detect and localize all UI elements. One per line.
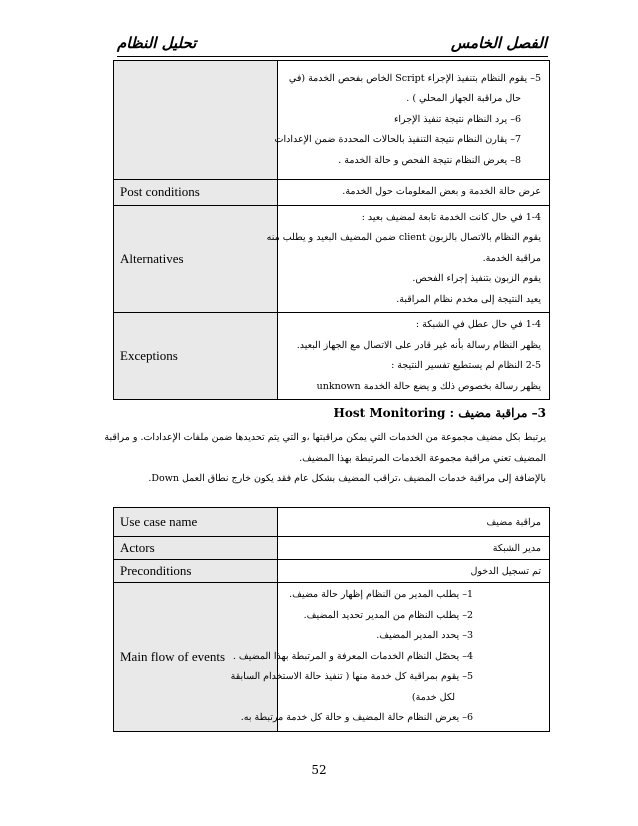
actors-value: مدير الشبكة	[278, 537, 550, 560]
table-row	[114, 560, 550, 583]
list-item: 5– يقوم النظام بتنفيذ الإجراء Script الخاص بفحص الخدمة (في	[288, 72, 541, 84]
exceptions-cell	[278, 313, 550, 400]
list-item: 1– يطلب المدير من النظام إظهار حالة مضيف.	[289, 589, 473, 600]
post-conditions-value	[278, 180, 550, 206]
list-item: يظهر النظام رسالة بأنه غير قادر على الاتصال مع الجهاز البعيد.	[296, 339, 541, 351]
list-item: 8– يعرض النظام نتيجة الفحص و حالة الخدمة .	[338, 154, 521, 166]
list-item: يقوم الزبون بتنفيذ إجراء الفحص.	[412, 273, 541, 284]
main-flow-cell	[230, 583, 550, 732]
table-row	[114, 583, 550, 732]
list-item: 5– يقوم بمراقبة كل خدمة منها ( تنفيذ حالة الاستخدام السابقة	[230, 671, 473, 682]
chapter-title: الفصل الخامس	[450, 34, 547, 52]
table-row	[114, 508, 550, 537]
list-item: لكل خدمة)	[411, 691, 455, 703]
use-case-table-continued	[113, 60, 550, 400]
header-divider	[117, 56, 548, 57]
main-flow-continued-cell	[274, 61, 550, 180]
paragraph-line: بالإضافة إلى مراقبة خدمات المضيف ،تراقب المضيف بشكل عام فقد يكون خارج نطاق العمل Down.	[148, 473, 546, 484]
page-header	[117, 34, 547, 56]
preconditions-value: تم تسجيل الدخول	[278, 560, 550, 583]
use-case-name-value: مراقبة مضيف	[278, 508, 550, 537]
list-item: يقوم النظام بالاتصال بالزبون client ضمن المضيف البعيد و يطلب منه	[266, 232, 541, 243]
section-heading: 3– مراقبة مضيف : Host Monitoring	[333, 406, 546, 420]
list-item: 3– يحدد المدير المضيف.	[376, 630, 473, 641]
table-row	[114, 537, 550, 560]
paragraph-line: المضيف تعني مراقبة مجموعة الخدمات المرتبطة بهذا المضيف.	[299, 452, 546, 464]
list-item: 4– يحصّل النظام الخدمات المعرفة و المرتبطة بهذا المضيف .	[232, 650, 473, 662]
list-item: 1-4 في حال كانت الخدمة تابعة لمضيف بعيد :	[361, 211, 541, 223]
empty-label-cell	[114, 61, 278, 180]
table-row	[114, 180, 550, 206]
actors-label: Actors	[114, 537, 278, 560]
list-item: يظهر رسالة بخصوص ذلك و يضع حالة الخدمة unknown	[316, 380, 541, 392]
list-item: حال مراقبة الجهاز المحلي ) .	[406, 93, 521, 105]
alternatives-cell	[266, 205, 550, 313]
list-item: 6– يعرض النظام حالة المضيف و حالة كل خدمة مرتبطة به.	[240, 712, 473, 723]
section-paragraph	[104, 428, 546, 490]
use-case-name-label: Use case name	[114, 508, 278, 537]
page-number: 52	[311, 763, 327, 777]
post-conditions-label: Post conditions	[114, 180, 278, 206]
exceptions-label: Exceptions	[114, 313, 278, 400]
post-conditions-text: عرض حالة الخدمة و بعض المعلومات حول الخدمة.	[342, 186, 541, 197]
list-item: يعيد النتيجة إلى مخدم نظام المراقبة.	[396, 293, 541, 305]
main-flow-label: Main flow of events	[114, 583, 278, 732]
table-row	[114, 205, 550, 313]
paragraph-line: يرتبط بكل مضيف مجموعة من الخدمات التي يمكن مراقبتها ،و التي يتم تحديدها ضمن ملفات الإعدادات. و مراقبة	[104, 432, 546, 443]
subject-title: تحليل النظام	[117, 34, 197, 52]
alternatives-label: Alternatives	[114, 205, 278, 313]
table-row	[114, 313, 550, 400]
list-item: 7– يقارن النظام نتيجة التنفيذ بالحالات المحددة ضمن الإعدادات	[274, 134, 521, 146]
use-case-table	[113, 507, 550, 732]
list-item: مراقبة الخدمة.	[482, 252, 541, 264]
list-item: 1-4 في حال عطل في الشبكة :	[415, 319, 541, 330]
list-item: 2-5 النظام لم يستطيع تفسير النتيجة :	[391, 360, 541, 371]
list-item: 2– يطلب النظام من المدير تحديد المضيف.	[303, 609, 473, 621]
list-item: 6– يرد النظام نتيجة تنفيذ الإجراء	[393, 113, 521, 125]
table-row	[114, 61, 550, 180]
preconditions-label: Preconditions	[114, 560, 278, 583]
